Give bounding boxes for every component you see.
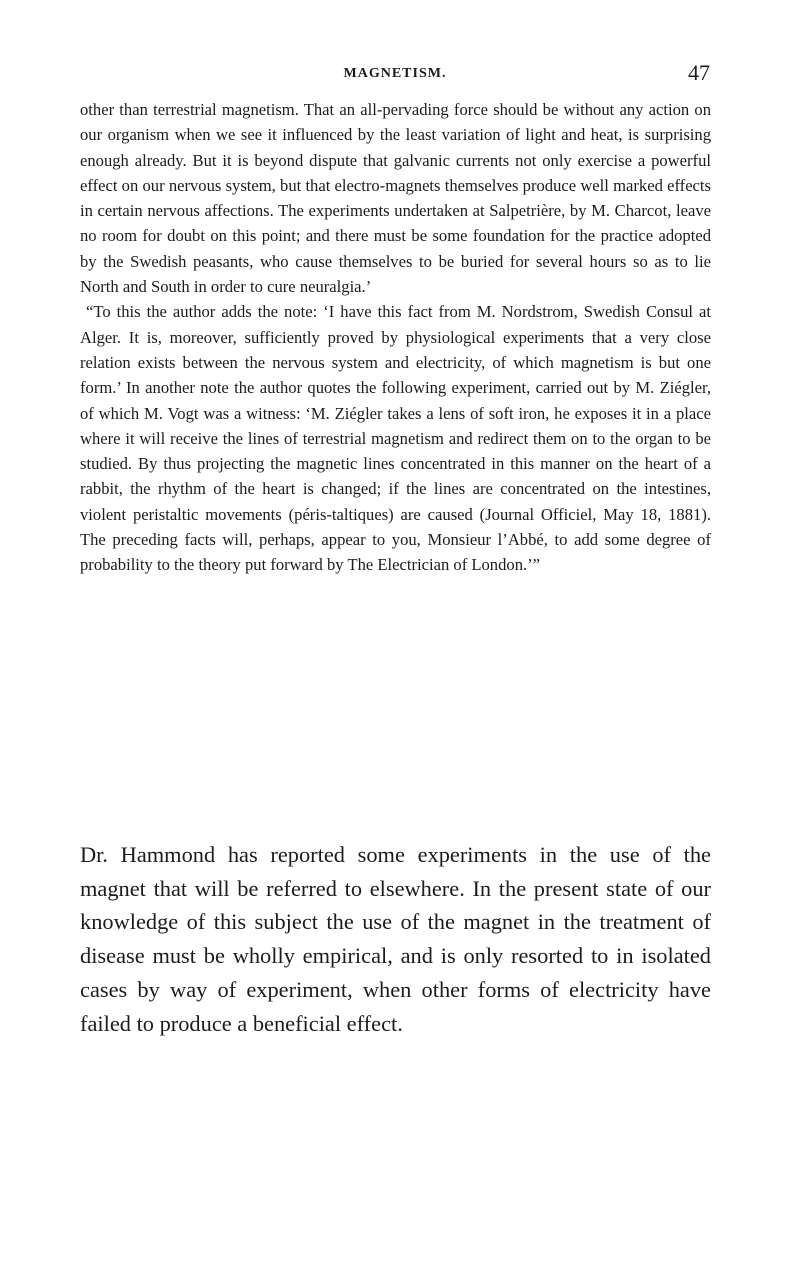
quoted-passage bbox=[80, 97, 711, 578]
quote-paragraph-1: other than terrestrial magnetism. That an all-pervading force should be without any action on our organism when we see it influenced by the least variation of light and heat, is surprising enough already. But it is beyond dispute that galvanic currents not only exercise a powerful effect on our nervous system, but that electro-magnets themselves produce well marked effects in certain nervous affections. The experiments undertaken at Salpetrière, by M. Charcot, leave no room for doubt on this point; and there must be some foundation for the practice adopted by the Swedish peasants, who cause themselves to be buried for several hours so as to lie North and South in order to cure neuralgia.’ bbox=[80, 100, 711, 297]
running-head: MAGNETISM. bbox=[343, 66, 447, 81]
body-paragraph-1: Dr. Hammond has reported some experiments in the use of the magnet that will be referred to elsewhere. In the present state of our knowledge of this subject the use of the magnet in the treatment of disease must be wholly empirical, and is only resorted to in isolated cases by way of experiment, when other forms of electricity have failed to produce a beneficial effect. bbox=[80, 842, 711, 1036]
quote-paragraph-2: “To this the author adds the note: ‘I have this fact from M. Nordstrom, Swedish Consul at Alger. It is, moreover, sufficiently proved by physiological experiments that a very close relation exists between the nervous system and electricity, of which magnetism is but one form.’ In another note the author quotes the following experiment, carried out by M. Ziégler, of which M. Vogt was a witness: ‘M. Ziégler takes a lens of soft iron, he exposes it in a place where it will receive the lines of terrestrial magnetism and redirect them on to the organ to be studied. By thus projecting the magnetic lines concentrated in this manner on the heart of a rabbit, the rhythm of the heart is changed; if the lines are concentrated on the intestines, violent peristaltic movements (péris-taltiques) are caused (Journal Officiel, May 18, 1881). The preceding facts will, perhaps, appear to you, Monsieur l’Abbé, to add some degree of probability to the theory put forward by The Electrician of London.’” bbox=[80, 302, 711, 575]
main-text bbox=[80, 838, 711, 1040]
page-number: 47 bbox=[688, 60, 710, 85]
page-header bbox=[80, 62, 710, 88]
